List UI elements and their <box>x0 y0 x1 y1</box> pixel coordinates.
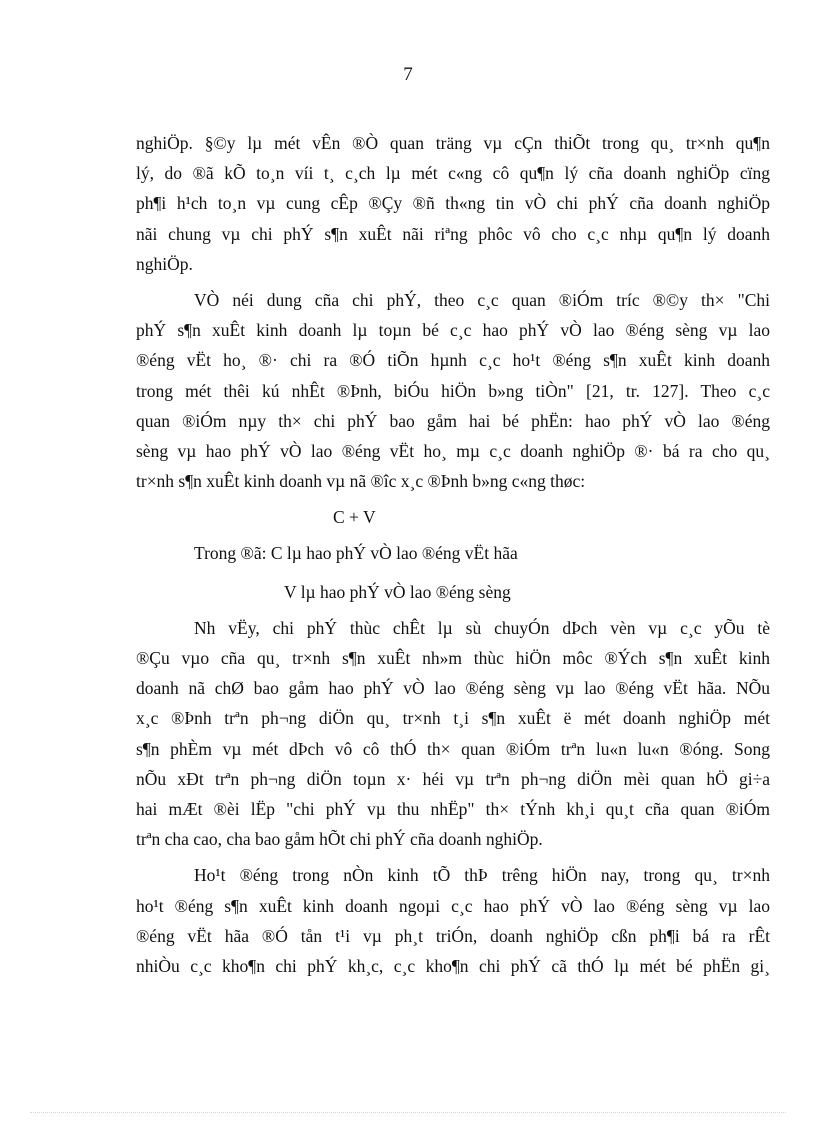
text-line: ®Çu vµo cña qu¸ tr×nh s¶n xuÊt nh»m thùc hiÖn môc ®Ých s¶n xuÊt kinh <box>136 648 770 668</box>
text-line: nghiÖp. <box>136 253 193 274</box>
text-line: sèng vµ hao phÝ vÒ lao ®éng vËt ho¸ mµ c¸c doanh nghiÖp ®· bá ra cho qu¸ <box>136 440 770 461</box>
page-number: 7 <box>403 64 413 85</box>
text-line: nÕu xÐt trªn ph¬ng diÖn toµn x· héi vµ trªn ph¬ng diÖn mèi quan hÖ gi÷a <box>136 768 770 789</box>
text-line: ph¶i h¹ch to¸n vµ cung cÊp ®Çy ®ñ th«ng tin vÒ chi phÝ cña doanh nghiÖp <box>136 193 770 214</box>
text-line: Ho¹t ®éng trong nÒn kinh tÕ thÞ trêng hiÖn nay, trong qu¸ tr×nh <box>194 865 770 886</box>
text-line: nhiÒu c¸c kho¶n chi phÝ kh¸c, c¸c kho¶n chi phÝ cã thÓ lµ mét bé phËn gi¸ <box>136 955 770 976</box>
text-line: ®éng vËt ho¸ ®· chi ra ®Ó tiÕn hµnh c¸c ho¹t ®éng s¶n xuÊt kinh doanh <box>136 350 770 371</box>
paragraph <box>136 613 770 855</box>
definition-line: Trong ®ã: C lµ hao phÝ vÒ lao ®éng vËt hãa <box>194 543 518 564</box>
text-line: lý, do ®ã kÕ to¸n víi t¸ c¸ch lµ mét c«ng cô qu¶n lý cña doanh nghiÖp cïng <box>136 163 770 184</box>
text-line: doanh nã chØ bao gåm hao phÝ vÒ lao ®éng sèng vµ lao ®éng vËt hãa. NÕu <box>136 678 770 699</box>
page-body <box>136 128 770 981</box>
text-line: tr×nh s¶n xuÊt kinh doanh vµ nã ®îc x¸c ®Þnh b»ng c«ng thøc: <box>136 471 586 492</box>
text-line: trªn cha cao, cha bao gåm hÕt chi phÝ cña doanh nghiÖp. <box>136 829 543 850</box>
text-line: nãi chung vµ chi phÝ s¶n xuÊt nãi riªng phôc vô cho c¸c nhµ qu¶n lý doanh <box>136 223 770 244</box>
text-line: phÝ s¶n xuÊt kinh doanh lµ toµn bé c¸c hao phÝ vÒ lao ®éng sèng vµ lao <box>136 320 770 341</box>
formula: C + V <box>333 507 376 528</box>
paragraph <box>136 128 770 279</box>
page-bottom-divider <box>30 1112 786 1113</box>
paragraph <box>136 285 770 496</box>
text-line: hai mÆt ®èi lËp "chi phÝ vµ thu nhËp" th× tÝnh kh¸i qu¸t cña quan ®iÓm <box>136 798 770 819</box>
text-line: ®éng vËt hãa ®Ó tån t¹i vµ ph¸t triÓn, doanh nghiÖp cßn ph¶i bá ra rÊt <box>136 925 770 946</box>
definition-line: V lµ hao phÝ vÒ lao ®éng sèng <box>284 581 511 602</box>
text-line: ho¹t ®éng s¶n xuÊt kinh doanh ngoµi c¸c hao phÝ vÒ lao ®éng sèng vµ lao <box>136 895 770 916</box>
text-line: nghiÖp. §©y lµ mét vÊn ®Ò quan träng vµ cÇn thiÕt trong qu¸ tr×nh qu¶n <box>136 133 770 153</box>
text-line: trong mét thêi kú nhÊt ®Þnh, biÓu hiÖn b»ng tiÒn" [21, tr. 127]. Theo c¸c <box>136 380 770 401</box>
text-line: Nh vËy, chi phÝ thùc chÊt lµ sù chuyÓn dÞch vèn vµ c¸c yÕu tè <box>194 617 770 638</box>
text-line: x¸c ®Þnh trªn ph¬ng diÖn qu¸ tr×nh t¸i s¶n xuÊt ë mét doanh nghiÖp mét <box>136 708 770 729</box>
paragraph <box>136 860 770 981</box>
text-line: VÒ néi dung cña chi phÝ, theo c¸c quan ®iÓm tríc ®©y th× "Chi <box>194 289 770 310</box>
text-line: quan ®iÓm nµy th× chi phÝ bao gåm hai bé phËn: hao phÝ vÒ lao ®éng <box>136 410 770 431</box>
text-line: s¶n phÈm vµ mét dÞch vô cô thÓ th× quan ®iÓm trªn lu«n lu«n ®óng. Song <box>136 738 770 759</box>
